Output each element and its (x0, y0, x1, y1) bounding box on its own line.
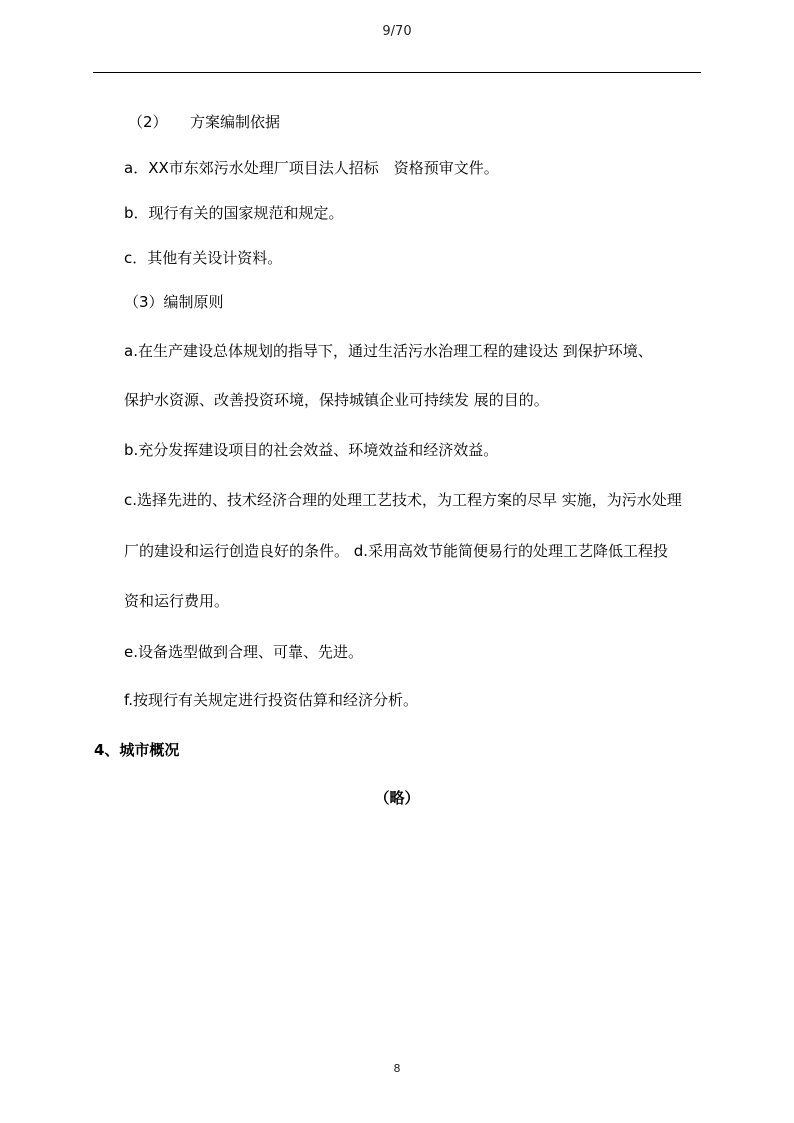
principle-c-line2: 厂的建设和运行创造良好的条件。 d.采用高效节能简便易行的处理工艺降低工程投 (124, 542, 669, 560)
principle-c-line3: 资和运行费用。 (124, 592, 230, 610)
principle-b: b.充分发挥建设项目的社会效益、环境效益和经济效益。 (124, 441, 499, 459)
basis-item-b: b．现行有关的国家规范和规定。 (124, 204, 344, 222)
section4-heading: 4、城市概况 (94, 741, 180, 759)
header-divider (93, 72, 701, 73)
section2-heading: （2） 方案编制依据 (128, 113, 281, 131)
section3-heading: （3）编制原则 (124, 293, 224, 311)
basis-item-a: a．XX市东郊污水处理厂项目法人招标 资格预审文件。 (124, 159, 499, 177)
principle-e: e.设备选型做到合理、可靠、先进。 (124, 643, 363, 661)
principle-a-line2: 保护水资源、改善投资环境，保持城镇企业可持续发 展的目的。 (124, 391, 549, 409)
basis-item-c: c．其他有关设计资料。 (124, 249, 283, 267)
header-page-indicator: 9/70 (382, 24, 412, 39)
principle-f: f.按现行有关规定进行投资估算和经济分析。 (124, 691, 418, 709)
principle-a-line1: a.在生产建设总体规划的指导下，通过生活污水治理工程的建设达 到保护环境、 (124, 342, 653, 360)
principle-c-line1: c.选择先进的、技术经济合理的处理工艺技术，为工程方案的尽早 实施，为污水处理 (124, 491, 682, 509)
footer-page-number: 8 (393, 1062, 401, 1075)
section4-body: （略） (374, 789, 420, 807)
